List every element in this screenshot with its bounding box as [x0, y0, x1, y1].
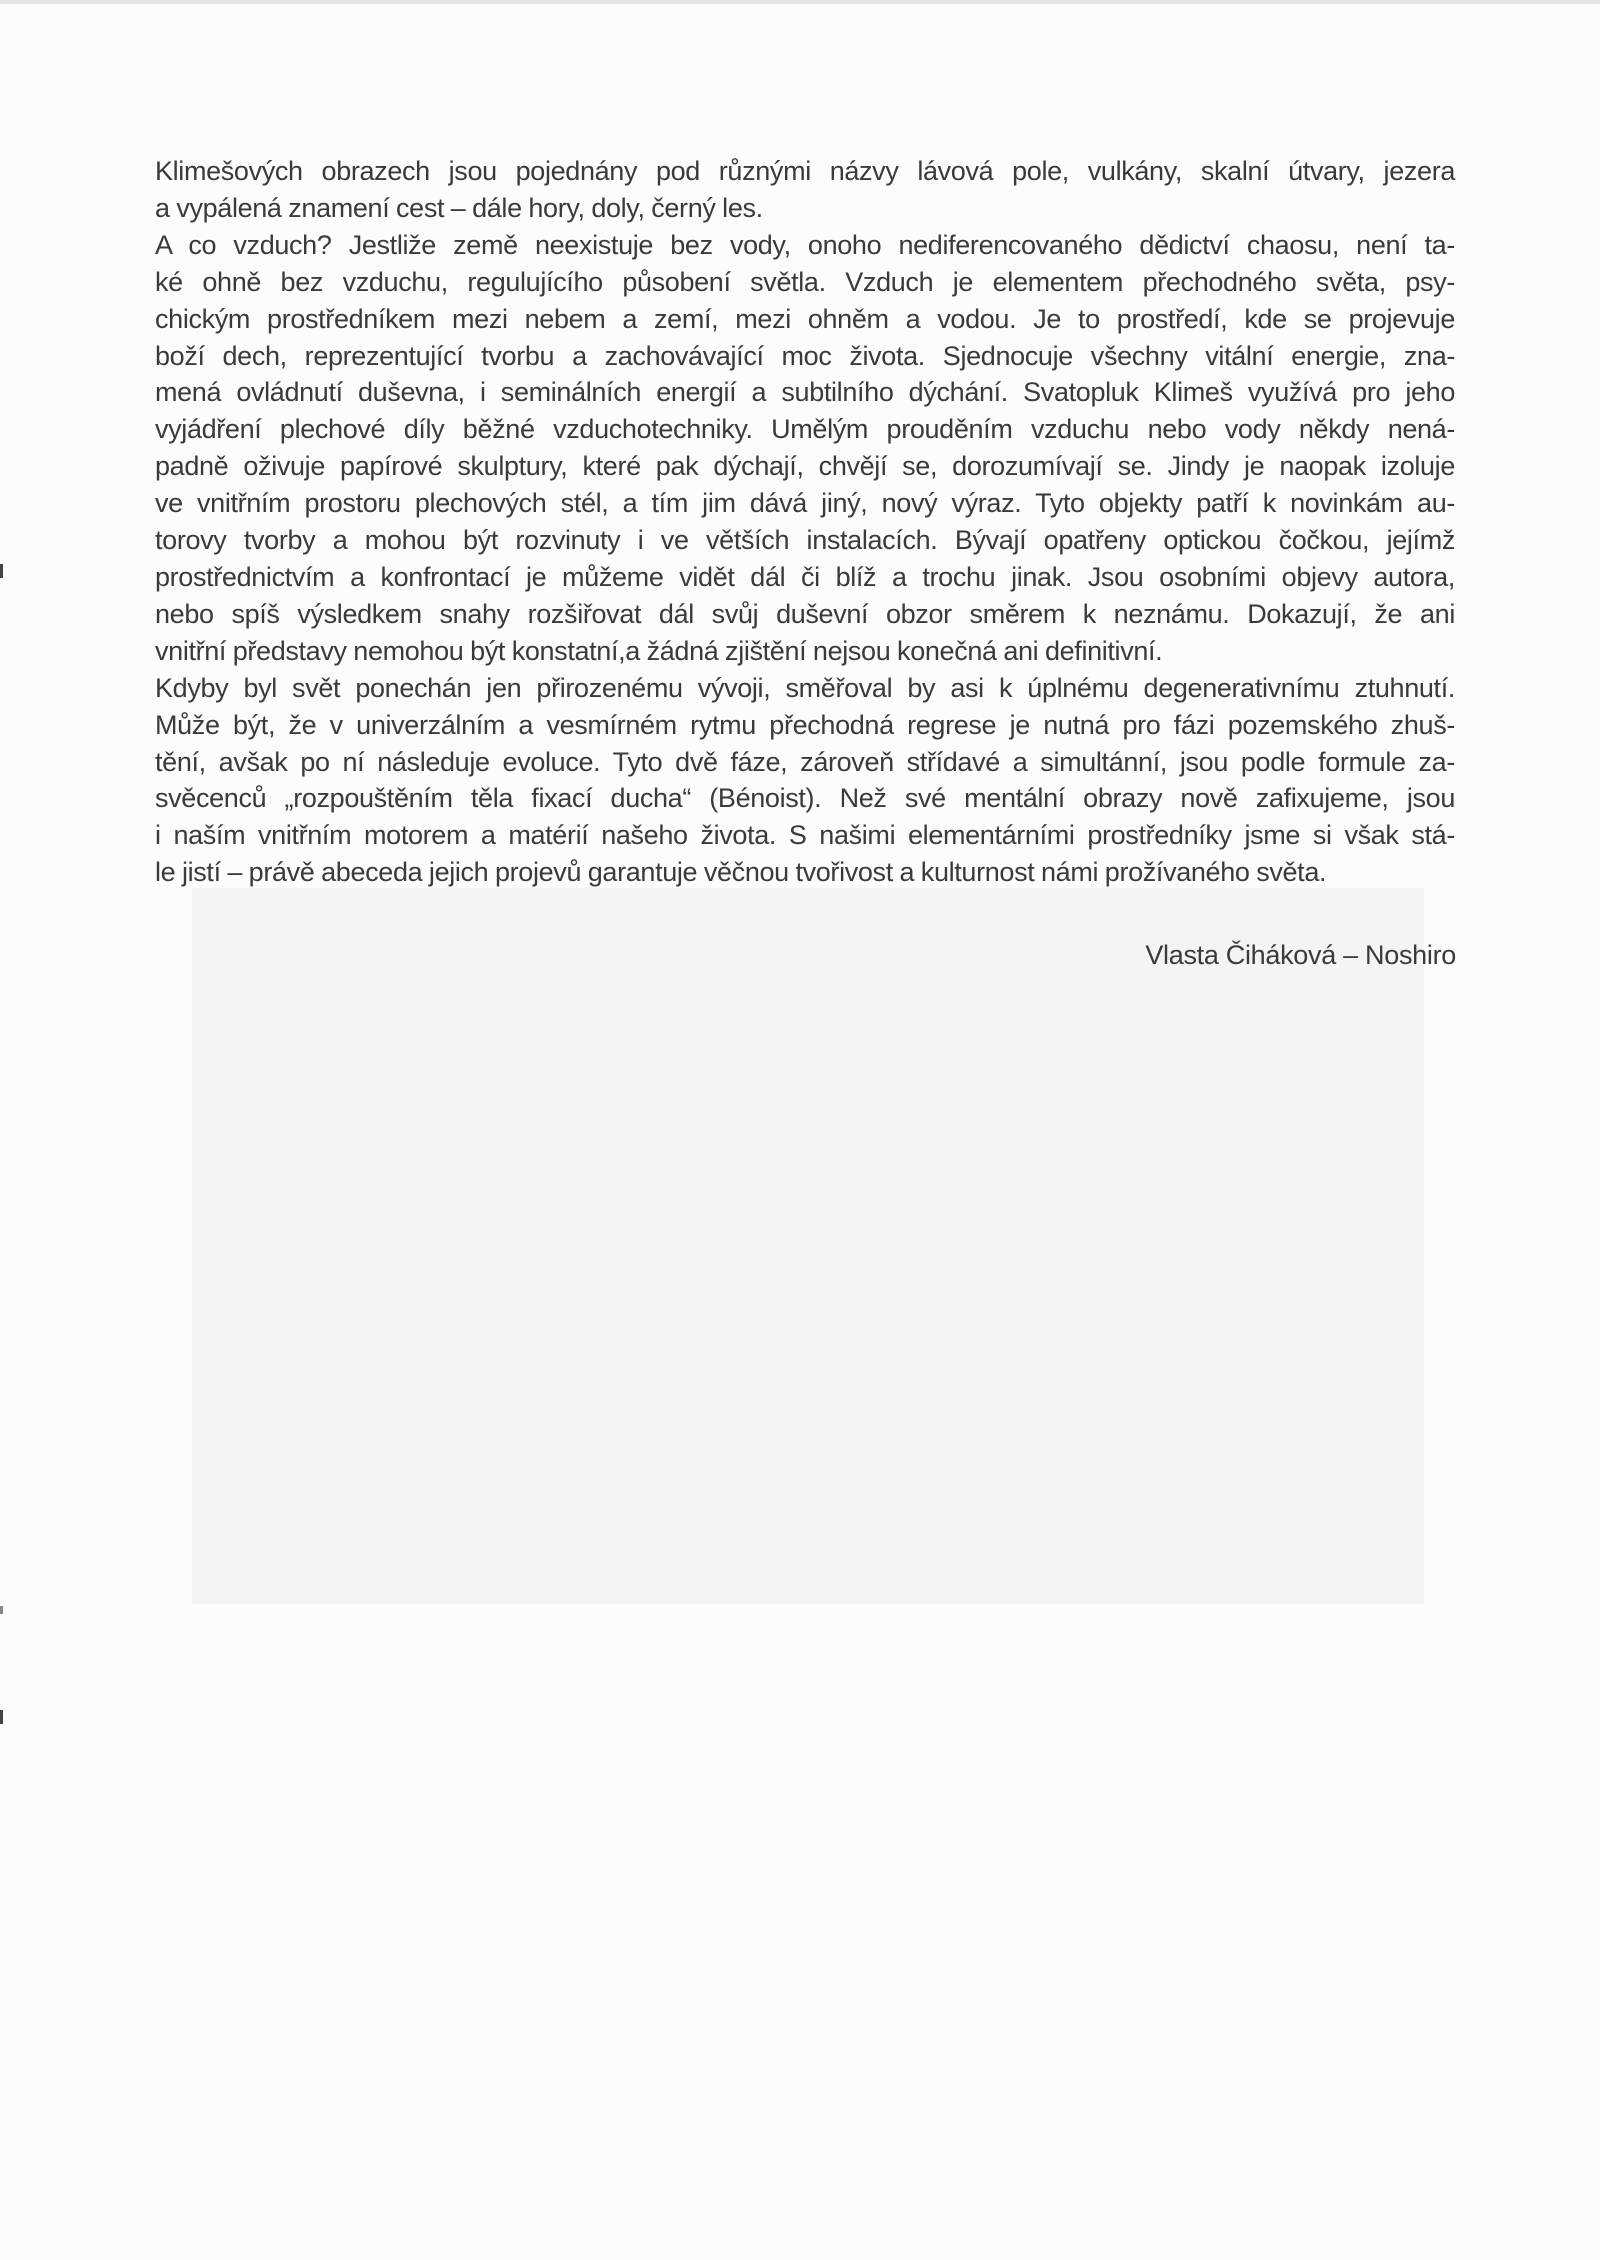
article-line: mená ovládnutí duševna, i seminálních energií a subtilního dýchání. Svatopluk Klimeš využívá pro jeho — [155, 377, 1455, 408]
article-line: i naším vnitřním motorem a matérií našeho života. S našimi elementárními prostředníky jsme si však stá- — [155, 820, 1455, 851]
article-body — [155, 153, 1455, 891]
margin-mark — [0, 1606, 3, 1614]
margin-mark — [0, 564, 3, 578]
article-line: chickým prostředníkem mezi nebem a zemí, mezi ohněm a vodou. Je to prostředí, kde se projevuje — [155, 303, 1455, 334]
article-line: a vypálená znamení cest – dále hory, doly, černý les. — [155, 192, 763, 223]
article-line: ve vnitřním prostoru plechových stél, a tím jim dává jiný, nový výraz. Tyto objekty patří k novinkám au- — [155, 488, 1455, 519]
article-line: boží dech, reprezentující tvorbu a zachovávající moc života. Sjednocuje všechny vitální energie, zna- — [155, 340, 1455, 371]
article-line: le jistí – právě abeceda jejich projevů garantuje věčnou tvořivost a kulturnost námi prožívaného světa. — [155, 857, 1327, 888]
article-line: Klimešových obrazech jsou pojednány pod různými názvy lávová pole, vulkány, skalní útvary, jezera — [155, 156, 1455, 186]
article-line: vnitřní představy nemohou být konstatní,a žádná zjištění nejsou konečná ani definitivní. — [155, 635, 1163, 666]
image-show-through-area — [192, 888, 1424, 1604]
article-line: padně oživuje papírové skulptury, které pak dýchají, chvějí se, dorozumívají se. Jindy je naopak izoluje — [155, 451, 1455, 482]
article-line: ké ohně bez vzduchu, regulujícího působení světla. Vzduch je elementem přechodného světa, psy- — [155, 266, 1455, 297]
author-signature: Vlasta Čiháková – Noshiro — [1145, 940, 1456, 970]
article-line: Může být, že v univerzálním a vesmírném rytmu přechodná regrese je nutná pro fázi pozemského zhuš- — [155, 709, 1455, 740]
margin-mark — [0, 1710, 3, 1724]
article-line: torovy tvorby a mohou být rozvinuty i ve větších instalacích. Bývají opatřeny optickou čočkou, jejímž — [155, 525, 1455, 556]
article-line: svěcenců „rozpouštěním těla fixací ducha“ (Bénoist). Než své mentální obrazy nově zafixujeme, jsou — [155, 783, 1455, 814]
page-top-edge — [0, 0, 1600, 4]
article-line: nebo spíš výsledkem snahy rozšiřovat dál svůj duševní obzor směrem k neznámu. Dokazují, že ani — [155, 598, 1455, 629]
article-line: Kdyby byl svět ponechán jen přirozenému vývoji, směřoval by asi k úplnému degenerativnímu ztuhnutí. — [155, 672, 1455, 703]
article-line: prostřednictvím a konfrontací je můžeme vidět dál či blíž a trochu jinak. Jsou osobními objevy autora, — [155, 561, 1455, 592]
article-line: A co vzduch? Jestliže země neexistuje bez vody, onoho nediferencovaného dědictví chaosu, není ta- — [155, 229, 1455, 260]
article-line: tění, avšak po ní následuje evoluce. Tyto dvě fáze, zároveň střídavé a simultánní, jsou podle formule za- — [155, 746, 1455, 777]
article-line: vyjádření plechové díly běžné vzduchotechniky. Umělým prouděním vzduchu nebo vody někdy nená- — [155, 414, 1455, 445]
